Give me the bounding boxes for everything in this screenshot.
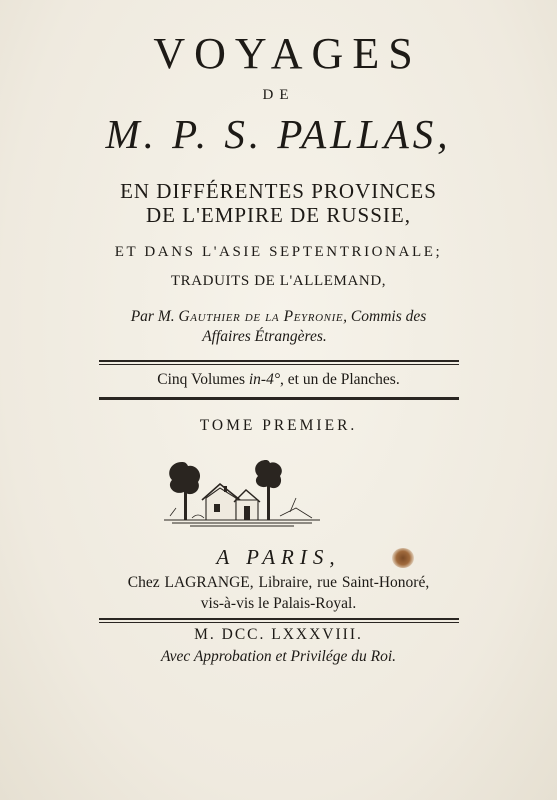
tome-label: TOME PREMIER. — [199, 417, 358, 434]
volumes-line — [0, 371, 557, 389]
foxing-stain — [392, 548, 414, 568]
translator-sep: , — [343, 308, 348, 325]
vignette-landscape — [162, 456, 322, 528]
volumes-format: in-4° — [248, 371, 281, 388]
title-connector-de: DE — [262, 87, 295, 103]
subtitle-line-3: ET DANS L'ASIE SEPTENTRIONALE; — [114, 244, 443, 260]
royal-privilege: Avec Approbation et Privilége du Roi. — [160, 648, 397, 665]
publisher-line-2: vis-à-vis le Palais-Royal. — [200, 595, 357, 612]
translator-role-1: Commis des — [350, 308, 427, 325]
translator-par: Par M. — [130, 308, 175, 325]
author-name: M. P. S. PALLAS, — [105, 111, 452, 157]
subtitle-line-2: DE L'EMPIRE DE RUSSIE, — [146, 203, 411, 227]
middle-rule — [99, 397, 459, 400]
imprint-year: M. DCC. LXXXVIII. — [194, 626, 363, 643]
bottom-rule — [99, 618, 459, 623]
subtitle-line-1: EN DIFFÉRENTES PROVINCES — [120, 179, 437, 203]
volumes-post: , et un de Planches. — [280, 371, 400, 388]
book-title: VOYAGES — [153, 29, 422, 78]
top-rule — [99, 360, 459, 365]
volumes-pre: Cinq Volumes — [157, 371, 245, 388]
translator-line-2: Affaires Étrangères. — [202, 328, 327, 345]
imprint-place: A PARIS, — [216, 545, 341, 569]
translator-line-1 — [0, 308, 557, 326]
publisher-line-1: Chez LAGRANGE, Libraire, rue Saint-Honoré, — [127, 574, 430, 591]
translator-name: Gauthier de la Peyronie — [178, 308, 344, 325]
subtitle-line-4: TRADUITS DE L'ALLEMAND, — [170, 273, 387, 289]
